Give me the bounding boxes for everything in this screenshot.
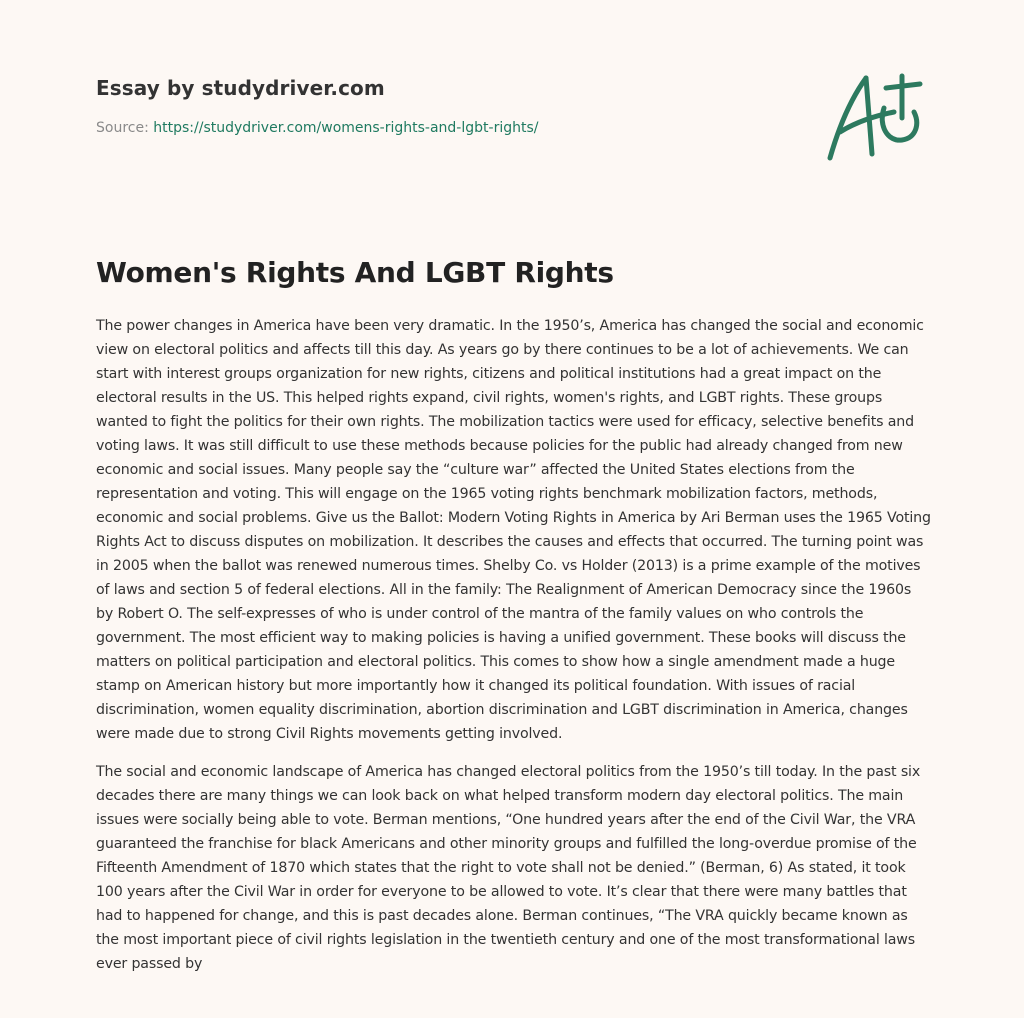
essay-body bbox=[96, 314, 931, 990]
site-title: Essay by studydriver.com bbox=[96, 76, 385, 100]
essay-paragraph: The power changes in America have been very dramatic. In the 1950’s, America has changed the social and economic view on electoral politics and affects till this day. As years go by there continues to be a lot of achievements. We can start with interest groups organization for new rights, citizens and political institutions had a great impact on the electoral results in the US. This helped rights expand, civil rights, women's rights, and LGBT rights. These groups wanted to fight the politics for their own rights. The mobilization tactics were used for efficacy, selective benefits and voting laws. It was still difficult to use these methods because policies for the public had already changed from new economic and social issues. Many people say the “culture war” affected the United States elections from the representation and voting. This will engage on the 1965 voting rights benchmark mobilization factors, methods, economic and social problems. Give us the Ballot: Modern Voting Rights in America by Ari Berman uses the 1965 Voting Rights Act to discuss disputes on mobilization. It describes the causes and effects that occurred. The turning point was in 2005 when the ballot was renewed numerous times. Shelby Co. vs Holder (2013) is a prime example of the motives of laws and section 5 of federal elections. All in the family: The Realignment of American Democracy since the 1960s by Robert O. The self-expresses of who is under control of the mantra of the family values on who controls the government. The most efficient way to making policies is having a unified government. These books will discuss the matters on political participation and electoral politics. This comes to show how a single amendment made a huge stamp on American history but more importantly how it changed its political foundation. With issues of racial discrimination, women equality discrimination, abortion discrimination and LGBT discrimination in America, changes were made due to strong Civil Rights movements getting involved. bbox=[96, 318, 931, 742]
source-label: Source: bbox=[96, 120, 149, 136]
essay-paragraph: The social and economic landscape of America has changed electoral politics from the 1950’s till today. In the past six decades there are many things we can look back on what helped transform modern day electoral politics. The main issues were socially being able to vote. Berman mentions, “One hundred years after the end of the Civil War, the VRA guaranteed the franchise for black Americans and other minority groups and fulfilled the long-overdue promise of the Fifteenth Amendment of 1870 which states that the right to vote shall not be denied.” (Berman, 6) As stated, it took 100 years after the Civil War in order for everyone to be allowed to vote. It’s clear that there were many battles that had to happened for change, and this is past decades alone. Berman continues, “The VRA quickly became known as the most important piece of civil rights legislation in the twentieth century and one of the most transformational laws ever passed by bbox=[96, 764, 921, 972]
essay-header bbox=[96, 76, 796, 136]
a-plus-logo-icon bbox=[822, 68, 928, 164]
source-link[interactable]: https://studydriver.com/womens-rights-and-lgbt-rights/ bbox=[153, 120, 539, 136]
essay-title: Women's Rights And LGBT Rights bbox=[96, 256, 614, 289]
source-line bbox=[96, 120, 796, 136]
